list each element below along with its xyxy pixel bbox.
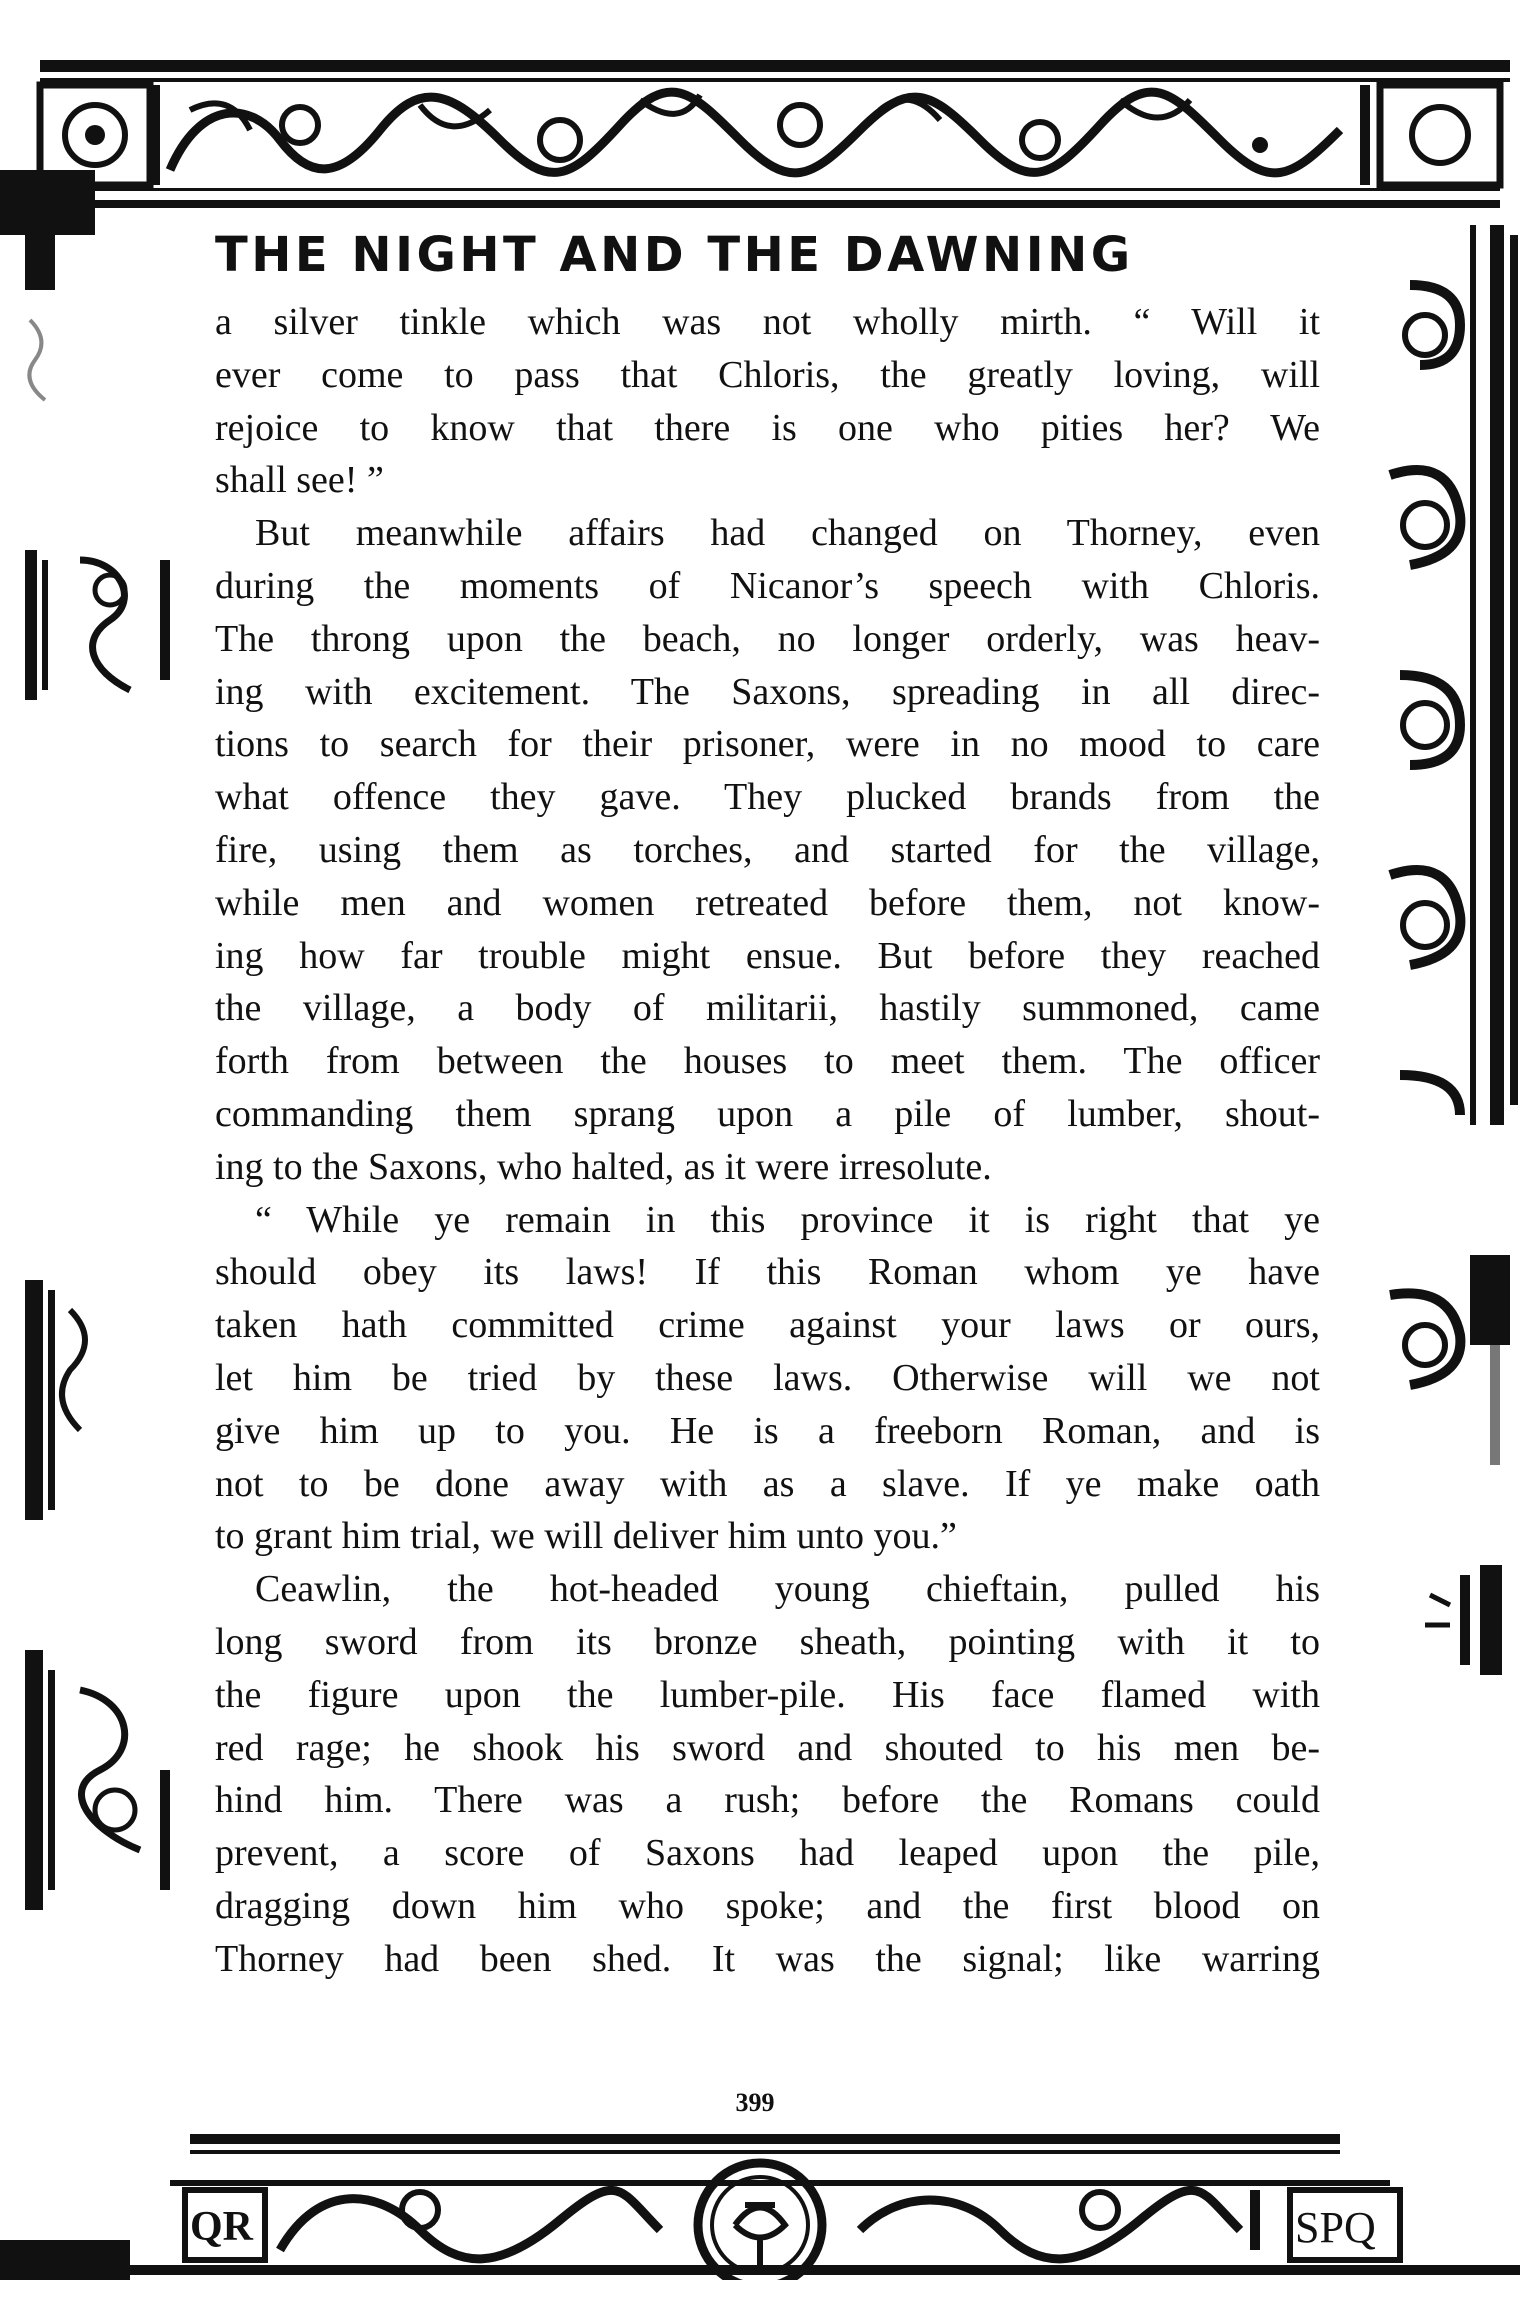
text-line: during the moments of Nicanor’s speech with Chloris. <box>215 564 1320 607</box>
text-line: long sword from its bronze sheath, pointing with it to <box>215 1620 1320 1663</box>
text-line: what offence they gave. They plucked brands from the <box>215 776 1320 819</box>
text-line: But meanwhile affairs had changed on Thorney, even <box>255 512 1320 555</box>
text-line: prevent, a score of Saxons had leaped upon the pile, <box>215 1832 1320 1875</box>
text-line: the figure upon the lumber-pile. His face flamed with <box>215 1673 1320 1716</box>
right-margin-ornament <box>1410 1565 1528 1675</box>
right-margin-ornament-column <box>1370 225 1528 1125</box>
left-margin-ornament <box>20 530 185 720</box>
text-line: red rage; he shook his sword and shouted to his men be- <box>215 1726 1320 1769</box>
text-line: the village, a body of militarii, hastily summoned, came <box>215 987 1320 1030</box>
text-line: tions to search for their prisoner, were in no mood to care <box>215 723 1320 766</box>
right-margin-ornament <box>1370 1255 1528 1485</box>
bottom-ornamental-border <box>0 2130 1528 2280</box>
text-line: Thorney had been shed. It was the signal; like warring <box>215 1937 1320 1980</box>
text-line: forth from between the houses to meet them. The officer <box>215 1040 1320 1083</box>
top-ornamental-border <box>0 30 1528 235</box>
text-line: commanding them sprang upon a pile of lumber, shout- <box>215 1092 1320 1135</box>
text-line: not to be done away with as a slave. If ye make oath <box>215 1462 1320 1505</box>
text-line: “ While ye remain in this province it is right that ye <box>255 1198 1320 1241</box>
text-line: ing to the Saxons, who halted, as it were irresolute. <box>215 1145 992 1188</box>
text-line: taken hath committed crime against your laws or ours, <box>215 1304 1320 1347</box>
text-line: Ceawlin, the hot-headed young chieftain, pulled his <box>255 1568 1320 1611</box>
page-number: 399 <box>735 2088 775 2117</box>
text-line: to grant him trial, we will deliver him unto you.” <box>215 1515 957 1558</box>
text-line: dragging down him who spoke; and the first blood on <box>215 1884 1320 1927</box>
text-line: rejoice to know that there is one who pities her? We <box>215 406 1320 449</box>
text-line: hind him. There was a rush; before the Romans could <box>215 1779 1320 1822</box>
text-line: The throng upon the beach, no longer orderly, was heav- <box>215 617 1320 660</box>
text-line: give him up to you. He is a freeborn Roman, and is <box>215 1409 1320 1452</box>
bottom-left-letters: QR <box>190 2204 253 2250</box>
text-line: a silver tinkle which was not wholly mirth. “ Will it <box>215 301 1320 343</box>
text-line: shall see! ” <box>215 459 384 502</box>
left-margin-faint-ornament <box>20 230 80 460</box>
bottom-right-letters: SPQ <box>1295 2203 1376 2252</box>
text-line: let him be tried by these laws. Otherwise will we not <box>215 1356 1320 1399</box>
text-line: should obey its laws! If this Roman whom ye have <box>215 1251 1320 1294</box>
page-title: THE NIGHT AND THE DAWNING <box>215 227 1134 283</box>
left-margin-ornament <box>20 1650 180 1910</box>
text-line: ing with excitement. The Saxons, spreading in all direc- <box>215 670 1320 713</box>
body-text <box>215 296 1320 1986</box>
text-line: ever come to pass that Chloris, the greatly loving, will <box>215 353 1320 396</box>
text-line: fire, using them as torches, and started for the village, <box>215 828 1320 871</box>
text-line: ing how far trouble might ensue. But before they reached <box>215 934 1320 977</box>
text-line: while men and women retreated before them, not know- <box>215 881 1320 924</box>
left-margin-ornament <box>20 1280 165 1520</box>
